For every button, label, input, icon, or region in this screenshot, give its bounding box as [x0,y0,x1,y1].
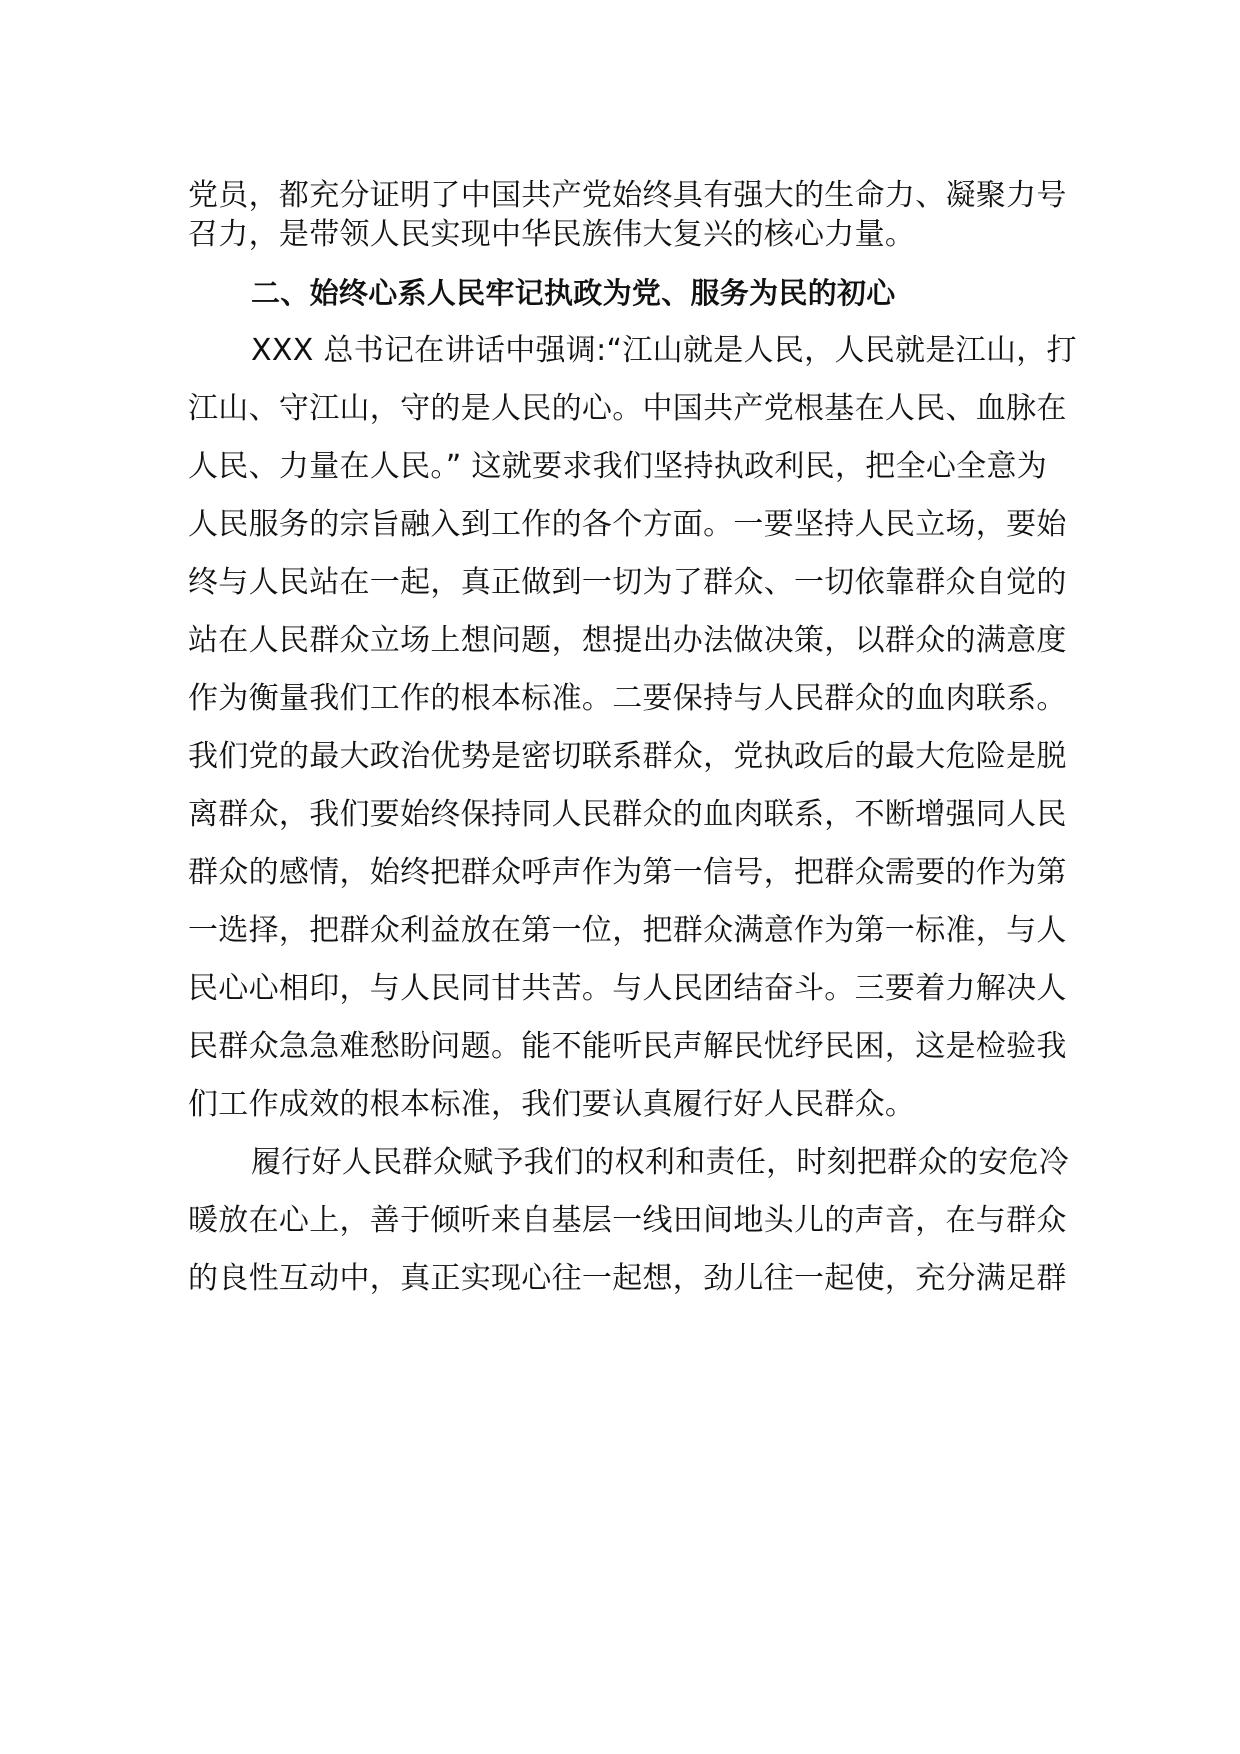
paragraph-line: 民心心相印，与人民同甘共苦。与人民团结奋斗。三要着力解决人 [188,971,1067,1006]
section-heading: 二、始终心系人民牢记执政为党、服务为民的初心 [251,276,896,310]
paragraph-line: 人民服务的宗旨融入到工作的各个方面。一要坚持人民立场，要始 [188,507,1067,542]
paragraph-line: 暖放在心上，善于倾听来自基层一线田间地头儿的声音，在与群众 [188,1203,1067,1238]
paragraph-line: 们工作成效的根本标准，我们要认真履行好人民群众。 [188,1087,916,1122]
paragraph-line: 站在人民群众立场上想问题，想提出办法做决策，以群众的满意度 [188,623,1067,658]
paragraph-line: 的良性互动中，真正实现心往一起想，劲儿往一起使，充分满足群 [188,1261,1067,1296]
paragraph-line: XXX 总书记在讲话中强调:“江山就是人民，人民就是江山，打 [251,333,1077,368]
paragraph-line: 履行好人民群众赋予我们的权利和责任，时刻把群众的安危冷 [251,1145,1070,1180]
paragraph-line: 群众的感情，始终把群众呼声作为第一信号，把群众需要的作为第 [188,855,1067,890]
paragraph-line: 我们党的最大政治优势是密切联系群众，党执政后的最大危险是脱 [188,739,1067,774]
paragraph-line: 江山、守江山，守的是人民的心。中国共产党根基在人民、血脉在 [188,391,1067,426]
paragraph-line: 一选择，把群众利益放在第一位，把群众满意作为第一标准，与人 [188,913,1067,948]
paragraph-line: 召力，是带领人民实现中华民族伟大复兴的核心力量。 [188,217,916,252]
paragraph-line: 民群众急急难愁盼问题。能不能听民声解民忧纾民困，这是检验我 [188,1029,1067,1064]
paragraph-line: 终与人民站在一起，真正做到一切为了群众、一切依靠群众自觉的 [188,565,1067,600]
paragraph-line: 离群众，我们要始终保持同人民群众的血肉联系，不断增强同人民 [188,797,1067,832]
paragraph-line: 人民、力量在人民。” 这就要求我们坚持执政利民，把全心全意为 [188,449,1048,484]
paragraph-line: 党员，都充分证明了中国共产党始终具有强大的生命力、凝聚力号 [188,178,1067,213]
paragraph-line: 作为衡量我们工作的根本标准。二要保持与人民群众的血肉联系。 [188,681,1067,716]
